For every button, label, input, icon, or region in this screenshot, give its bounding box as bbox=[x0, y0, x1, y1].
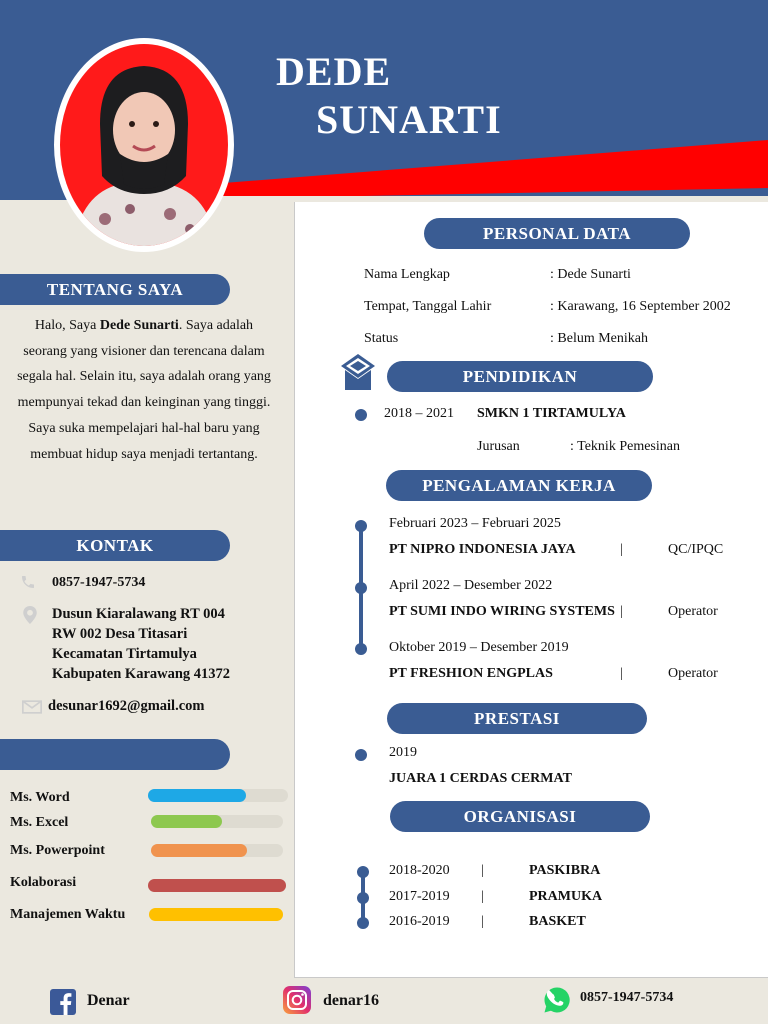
profile-photo bbox=[54, 38, 234, 252]
organization-separator: | bbox=[481, 889, 484, 904]
personal-label-birth: Tempat, Tanggal Lahir bbox=[364, 299, 492, 314]
organization-name: PASKIBRA bbox=[529, 863, 601, 878]
achievement-name: JUARA 1 CERDAS CERMAT bbox=[389, 771, 572, 786]
whatsapp-icon[interactable] bbox=[543, 986, 571, 1014]
address-line-4: Kabupaten Karawang 41372 bbox=[52, 666, 231, 682]
personal-label-name: Nama Lengkap bbox=[364, 267, 450, 282]
experience-separator: | bbox=[620, 604, 623, 619]
experience-role: Operator bbox=[668, 666, 718, 681]
experience-period: April 2022 – Desember 2022 bbox=[389, 578, 553, 593]
education-years: 2018 – 2021 bbox=[384, 406, 454, 421]
organization-name: PRAMUKA bbox=[529, 889, 603, 904]
skill-label-excel: Ms. Excel bbox=[10, 815, 69, 830]
skill-label-word: Ms. Word bbox=[10, 790, 70, 805]
contact-phone[interactable]: 0857-1947-5734 bbox=[52, 575, 146, 590]
achievement-year: 2019 bbox=[389, 745, 417, 760]
personal-value-name: : Dede Sunarti bbox=[550, 267, 631, 282]
experience-company: PT NIPRO INDONESIA JAYA bbox=[389, 542, 576, 557]
personal-label-status: Status bbox=[364, 331, 399, 346]
experience-bullet bbox=[355, 520, 367, 532]
contact-email[interactable]: desunar1692@gmail.com bbox=[48, 698, 205, 714]
personal-value-status: : Belum Menikah bbox=[550, 331, 648, 346]
personal-value-birth: : Karawang, 16 September 2002 bbox=[550, 299, 731, 314]
skill-label-time-management: Manajemen Waktu bbox=[10, 907, 126, 922]
skill-label-collaboration: Kolaborasi bbox=[10, 875, 77, 890]
phone-icon bbox=[20, 574, 36, 590]
organization-years: 2017-2019 bbox=[389, 889, 450, 904]
skill-bar-word bbox=[148, 789, 288, 802]
address-line-1: Dusun Kiaralawang RT 004 bbox=[52, 606, 225, 622]
education-bullet bbox=[355, 409, 367, 421]
skill-label-powerpoint: Ms. Powerpoint bbox=[10, 843, 105, 858]
experience-separator: | bbox=[620, 542, 623, 557]
education-major-value: : Teknik Pemesinan bbox=[570, 439, 680, 454]
experience-title: PENGALAMAN KERJA bbox=[386, 470, 652, 501]
first-name: DEDE bbox=[276, 49, 392, 94]
organization-bullet bbox=[357, 892, 369, 904]
education-major-label: Jurusan bbox=[477, 439, 520, 454]
skills-section-title bbox=[0, 739, 230, 770]
organization-years: 2018-2020 bbox=[389, 863, 450, 878]
last-name: SUNARTI bbox=[316, 97, 502, 142]
education-title: PENDIDIKAN bbox=[387, 361, 653, 392]
about-name: Dede Sunarti bbox=[99, 318, 179, 333]
experience-period: Oktober 2019 – Desember 2019 bbox=[389, 640, 569, 655]
footer-instagram[interactable]: denar16 bbox=[323, 992, 379, 1009]
footer-facebook[interactable]: Denar bbox=[87, 992, 130, 1009]
achievement-title: PRESTASI bbox=[387, 703, 647, 734]
experience-company: PT FRESHION ENGPLAS bbox=[389, 666, 553, 681]
graduation-cap-icon bbox=[339, 352, 377, 392]
organization-title: ORGANISASI bbox=[390, 801, 650, 832]
experience-bullet bbox=[355, 582, 367, 594]
organization-bullet bbox=[357, 917, 369, 929]
skill-bar-time-management bbox=[149, 908, 283, 921]
education-school: SMKN 1 TIRTAMULYA bbox=[477, 406, 626, 421]
contact-section-title: KONTAK bbox=[0, 530, 230, 561]
organization-years: 2016-2019 bbox=[389, 914, 450, 929]
organization-separator: | bbox=[481, 914, 484, 929]
about-section-title: TENTANG SAYA bbox=[0, 274, 230, 305]
organization-separator: | bbox=[481, 863, 484, 878]
experience-company: PT SUMI INDO WIRING SYSTEMS bbox=[389, 604, 615, 619]
address-line-2: RW 002 Desa Titasari bbox=[52, 626, 188, 642]
location-pin-icon bbox=[22, 606, 38, 624]
personal-data-title: PERSONAL DATA bbox=[424, 218, 690, 249]
experience-bullet bbox=[355, 643, 367, 655]
skill-bar-excel bbox=[151, 815, 283, 828]
organization-bullet bbox=[357, 866, 369, 878]
skill-bar-collaboration bbox=[148, 879, 286, 892]
envelope-icon bbox=[22, 700, 42, 714]
about-text: Halo, Saya Dede Sunarti. Saya adalah seorang yang visioner dan terencana dalam segala hal. Selain itu, saya adalah orang yang mempunyai tekad dan keinginan yang tinggi. Saya suka mempelajari hal-hal baru yang membuat hidup saya menjadi tertantang. bbox=[17, 318, 271, 462]
achievement-bullet bbox=[355, 749, 367, 761]
experience-role: QC/IPQC bbox=[668, 542, 724, 557]
skill-bar-powerpoint bbox=[151, 844, 283, 857]
footer-whatsapp[interactable]: 0857-1947-5734 bbox=[580, 990, 674, 1005]
address-line-3: Kecamatan Tirtamulya bbox=[52, 646, 197, 662]
experience-separator: | bbox=[620, 666, 623, 681]
experience-period: Februari 2023 – Februari 2025 bbox=[389, 516, 561, 531]
instagram-icon[interactable] bbox=[283, 986, 311, 1014]
facebook-icon[interactable] bbox=[50, 989, 76, 1015]
experience-role: Operator bbox=[668, 604, 718, 619]
organization-name: BASKET bbox=[529, 914, 586, 929]
